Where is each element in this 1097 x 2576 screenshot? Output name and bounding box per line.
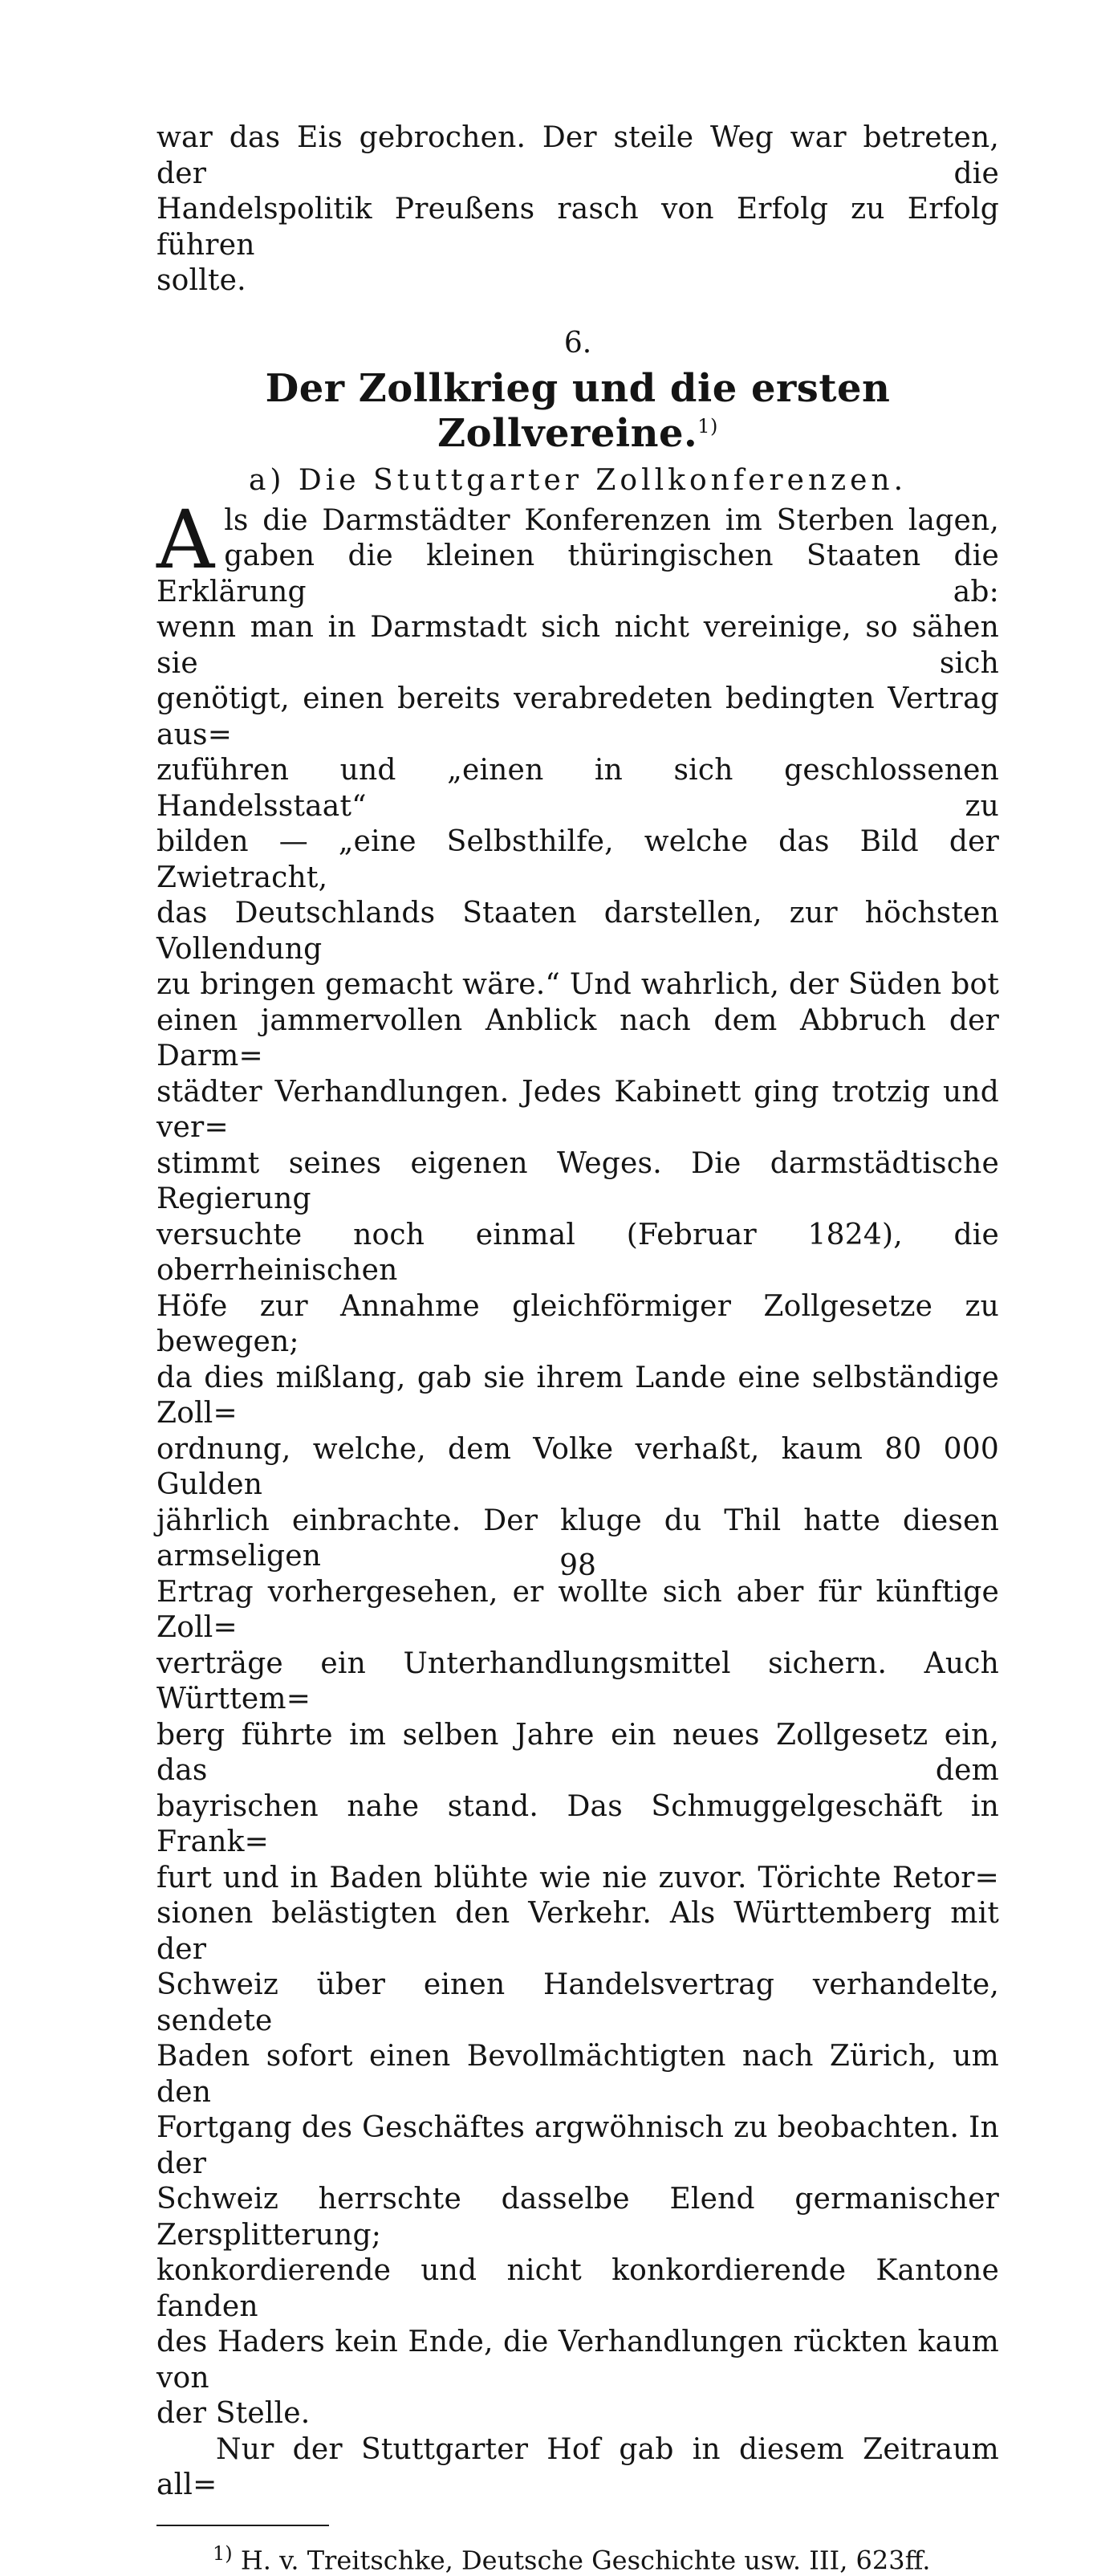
text-line: sollte.	[156, 263, 999, 299]
text-line: bayrischen nahe stand. Das Schmuggelgeschäft in Frank=	[156, 1789, 999, 1861]
book-page	[156, 120, 999, 1662]
footnote	[156, 2537, 999, 2576]
text-line: städter Verhandlungen. Jedes Kabinett ging trotzig und ver=	[156, 1075, 999, 1146]
text-line: genötigt, einen bereits verabredeten bedingten Vertrag aus=	[156, 682, 999, 753]
text-line: furt und in Baden blühte wie nie zuvor. Törichte Retor=	[156, 1861, 999, 1897]
text-line: ordnung, welche, dem Volke verhaßt, kaum 80 000 Gulden	[156, 1432, 999, 1504]
carryover-paragraph	[156, 120, 999, 299]
paragraph-2	[156, 2432, 999, 2504]
text-line: versuchte noch einmal (Februar 1824), die oberrheinischen	[156, 1218, 999, 1289]
text-line: stimmt seines eigenen Weges. Die darmstädtische Regierung	[156, 1146, 999, 1218]
text-line: war das Eis gebrochen. Der steile Weg war betreten, der die	[156, 120, 999, 192]
text-line: des Haders kein Ende, die Verhandlungen rückten kaum von	[156, 2325, 999, 2396]
text-line: konkordierende und nicht konkordierende Kantone fanden	[156, 2253, 999, 2325]
subsection-title: a) Die Stuttgarter Zollkonferenzen.	[156, 464, 999, 497]
text-line: Schweiz herrschte dasselbe Elend germanischer Zersplitterung;	[156, 2182, 999, 2253]
text-line: Nur der Stuttgarter Hof gab in diesem Zeitraum all=	[156, 2432, 999, 2504]
text-line: zu bringen gemacht wäre.“ Und wahrlich, der Süden bot	[156, 967, 999, 1003]
text-line: Fortgang des Geschäftes argwöhnisch zu beobachten. In der	[156, 2110, 999, 2182]
text-line: gaben die kleinen thüringischen Staaten die Erklärung ab:	[156, 539, 999, 610]
text-line: verträge ein Unterhandlungsmittel sichern. Auch Württem=	[156, 1646, 999, 1718]
text-line: wenn man in Darmstadt sich nicht vereinige, so sähen sie sich	[156, 610, 999, 682]
text-line: zuführen und „einen in sich geschlossenen Handelsstaat“ zu	[156, 753, 999, 824]
paragraph-1	[156, 503, 999, 2432]
text-line: einen jammervollen Anblick nach dem Abbruch der Darm=	[156, 1003, 999, 1075]
footnote-divider	[156, 2525, 329, 2526]
text-line: berg führte im selben Jahre ein neues Zollgesetz ein, das dem	[156, 1718, 999, 1789]
text-line: Baden sofort einen Bevollmächtigten nach Zürich, um den	[156, 2039, 999, 2110]
text-line: das Deutschlands Staaten darstellen, zur höchsten Vollendung	[156, 896, 999, 967]
text-line: Ertrag vorhergesehen, er wollte sich aber für künftige Zoll=	[156, 1575, 999, 1646]
text-line: da dies mißlang, gab sie ihrem Lande eine selbständige Zoll=	[156, 1361, 999, 1432]
text-line: sionen belästigten den Verkehr. Als Württemberg mit der	[156, 1896, 999, 1968]
footnote-text: H. v. Treitschke, Deutsche Geschichte usw. III, 623ff.	[241, 2545, 931, 2575]
chapter-title-text: Der Zollkrieg und die ersten Zollvereine.	[266, 366, 891, 456]
chapter-footnote-mark: 1)	[697, 415, 718, 437]
text-line: jährlich einbrachte. Der kluge du Thil hatte diesen armseligen	[156, 1504, 999, 1575]
text-line: Handelspolitik Preußens rasch von Erfolg zu Erfolg führen	[156, 192, 999, 263]
text-line: der Stelle.	[156, 2396, 999, 2432]
text-line: bilden — „eine Selbsthilfe, welche das Bild der Zwietracht,	[156, 824, 999, 896]
chapter-title	[156, 366, 999, 456]
section-number: 6.	[156, 327, 999, 360]
footnote-mark: 1)	[213, 2542, 233, 2565]
drop-cap: A	[156, 507, 214, 574]
text-line: Höfe zur Annahme gleichförmiger Zollgesetze zu bewegen;	[156, 1289, 999, 1361]
page-number: 98	[156, 1549, 999, 1582]
text-line: ls die Darmstädter Konferenzen im Sterben lagen,	[156, 503, 999, 539]
text-line: Schweiz über einen Handelsvertrag verhandelte, sendete	[156, 1968, 999, 2039]
